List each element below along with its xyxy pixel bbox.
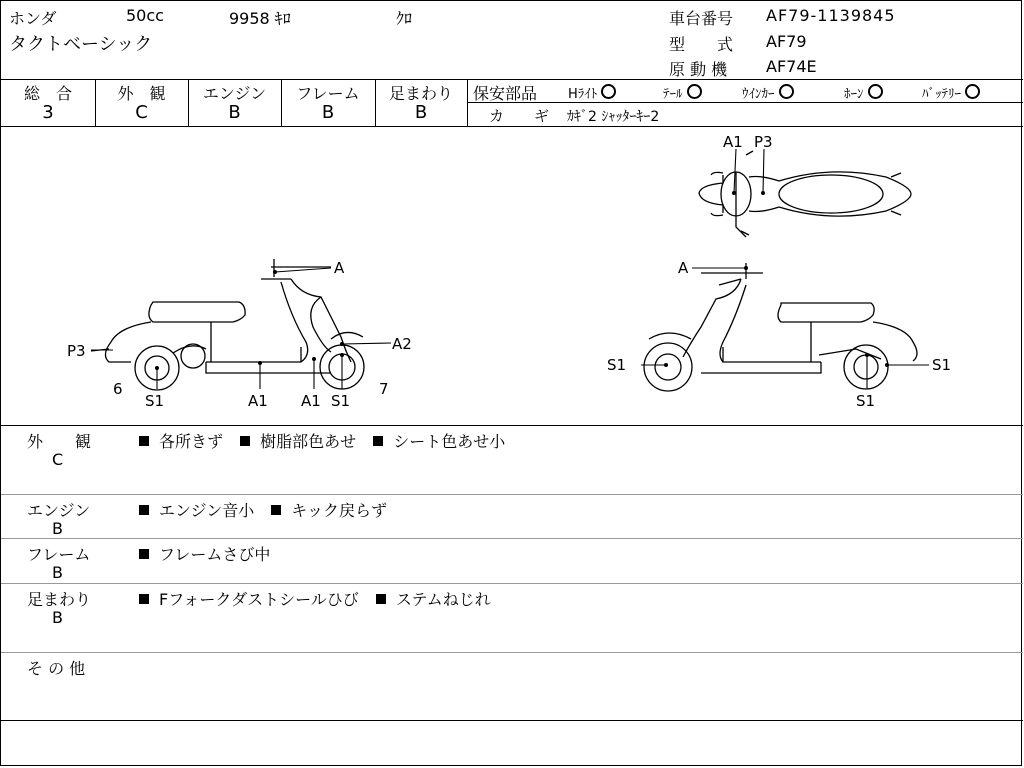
grade-exterior: C	[135, 102, 148, 123]
bullet-icon	[376, 594, 386, 604]
maker: ホンダ	[9, 9, 57, 28]
remark-label-frame: フレーム	[27, 545, 91, 564]
divider	[1, 652, 1023, 653]
type-value: AF79	[766, 32, 807, 51]
label-left-a2: A2	[392, 335, 412, 353]
label-left-a1-body: A1	[248, 392, 268, 410]
grade-engine: B	[228, 102, 241, 123]
engine-value: AF74E	[766, 57, 817, 76]
key-value: ｶｷﾞ2 ｼｬｯﾀｰｷｰ2	[567, 109, 660, 125]
grade-overall: 3	[42, 102, 54, 123]
safety-item-headlight: Hﾗｲﾄ	[568, 83, 616, 102]
label-left-7: 7	[379, 380, 389, 398]
divider	[467, 102, 1023, 103]
grade-frame: B	[321, 102, 335, 123]
divider	[1, 720, 1023, 721]
color: ｸﾛ	[396, 9, 413, 28]
frame-no-label: 車台番号	[669, 9, 734, 28]
grade-header-exterior: 外 観	[117, 84, 166, 103]
remark-notes-suspension: Fフォークダストシールひび ステムねじれ	[139, 587, 503, 610]
bullet-icon	[139, 549, 149, 559]
displacement: 50cc	[126, 6, 164, 25]
remark-label-other: そ の 他	[27, 659, 86, 678]
frame-no: AF79-1139845	[766, 6, 896, 25]
remark-notes-exterior: 各所きず 樹脂部色あせ シート色あせ小	[139, 429, 517, 452]
bullet-icon	[139, 505, 149, 515]
label-left-a1-front: A1	[301, 392, 321, 410]
ok-mark-icon	[868, 84, 883, 99]
safety-item-winker: ｳｲﾝｶｰ	[742, 83, 794, 102]
label-right-s1-front: S1	[607, 356, 627, 374]
label-right-s1-rear: S1	[932, 356, 952, 374]
remark-grade-engine: B	[52, 519, 63, 538]
remark-label-engine: エンジン	[27, 501, 91, 520]
divider	[1, 79, 1023, 80]
label-top-p3: P3	[754, 133, 773, 151]
safety-item-battery: ﾊﾞｯﾃﾘｰ	[922, 83, 980, 102]
bullet-icon	[139, 594, 149, 604]
key-label: カ ギ	[489, 107, 550, 125]
safety-label: 保安部品	[473, 84, 538, 103]
divider	[1, 538, 1023, 539]
remark-label-suspension: 足まわり	[27, 590, 92, 609]
ok-mark-icon	[779, 84, 794, 99]
divider	[1, 583, 1023, 584]
ok-mark-icon	[687, 84, 702, 99]
grade-header-overall: 総 合	[23, 84, 72, 103]
label-left-s1-front: S1	[331, 392, 351, 410]
top-view-scooter	[699, 151, 911, 237]
label-left-s1-rear: S1	[145, 392, 165, 410]
mileage: 9958 ｷﾛ	[229, 9, 291, 28]
bullet-icon	[139, 436, 149, 446]
remark-notes-engine: エンジン音小 キック戻らず	[139, 498, 399, 521]
divider	[1, 494, 1023, 495]
bullet-icon	[271, 505, 281, 515]
engine-label: 原 動 機	[669, 60, 728, 79]
remark-grade-frame: B	[52, 563, 63, 582]
right-side-view-scooter	[644, 263, 917, 391]
remark-label-exterior: 外 観	[27, 432, 92, 451]
label-right-s1-bottom: S1	[856, 392, 876, 410]
remark-grade-exterior: C	[52, 450, 64, 469]
bullet-icon	[240, 436, 250, 446]
grade-header-suspension: 足まわり	[388, 84, 453, 103]
ok-mark-icon	[601, 84, 616, 99]
label-left-p3: P3	[67, 342, 86, 360]
damage-diagram	[1, 127, 1023, 425]
label-left-6: 6	[113, 380, 123, 398]
grade-header-engine: エンジン	[202, 84, 267, 103]
type-label: 型 式	[669, 35, 734, 54]
label-right-a: A	[678, 259, 689, 277]
remark-notes-frame: フレームさび中	[139, 542, 282, 565]
left-side-view-scooter	[91, 259, 364, 390]
grade-header-frame: フレーム	[296, 84, 360, 103]
grade-suspension: B	[414, 102, 428, 123]
bullet-icon	[373, 436, 383, 446]
divider	[1, 425, 1023, 426]
model-name: タクトベーシック	[9, 34, 153, 55]
safety-item-horn: ﾎｰﾝ	[844, 83, 883, 102]
label-left-a: A	[334, 259, 345, 277]
ok-mark-icon	[965, 84, 980, 99]
safety-item-tail: ﾃｰﾙ	[663, 83, 702, 102]
label-top-a1: A1	[723, 133, 743, 151]
remark-grade-suspension: B	[52, 608, 63, 627]
